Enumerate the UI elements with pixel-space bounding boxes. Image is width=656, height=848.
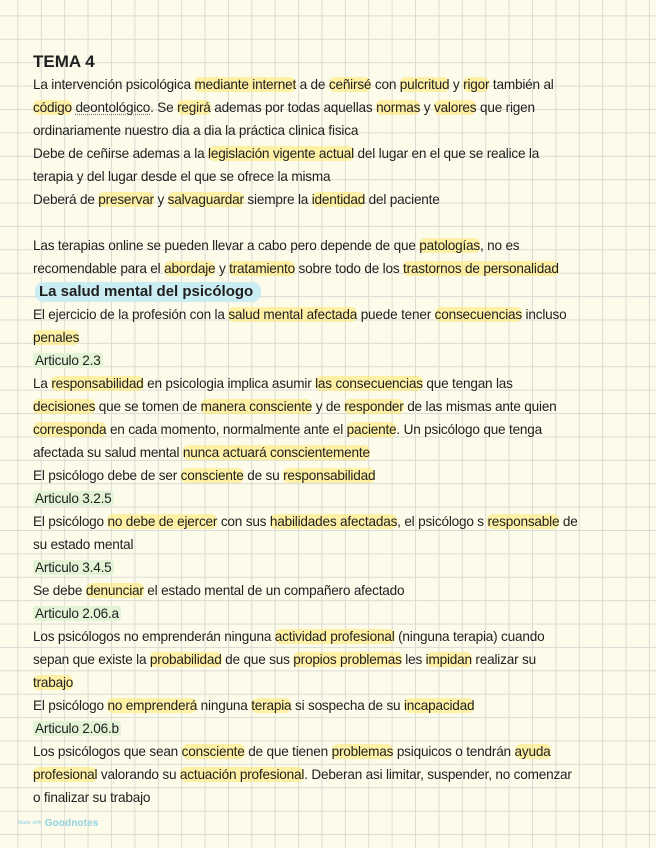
- text-line: El psicólogo debe de ser consciente de su responsabilidad: [33, 468, 376, 483]
- text-line: corresponda en cada momento, normalmente ante el paciente. Un psicólogo que tenga: [33, 422, 543, 437]
- text-line: Los psicólogos no emprenderán ninguna actividad profesional (ninguna terapia) cuando: [33, 629, 545, 644]
- text-line: ordinariamente nuestro dia a dia la práctica clinica fisica: [33, 123, 359, 138]
- text-line: La responsabilidad en psicologia implica asumir las consecuencias que tengan las: [33, 376, 513, 391]
- text-line: Los psicólogos que sean consciente de que tienen problemas psiquicos o tendrán ayuda: [33, 744, 551, 759]
- text-line: La intervención psicológica mediante internet a de ceñirsé con pulcritud y rigor también al: [33, 77, 554, 92]
- article-label: Articulo 3.4.5: [35, 560, 112, 575]
- text-line: penales: [33, 330, 80, 345]
- goodnotes-watermark: Made with Goodnotes: [18, 818, 99, 829]
- text-line: El psicólogo no emprenderá ninguna terapia si sospecha de su incapacidad: [33, 698, 475, 713]
- text-line: profesional valorando su actuación profesional. Deberan asi limitar, suspender, no comenzar: [33, 767, 572, 782]
- article-label: Articulo 2.3: [35, 353, 101, 368]
- text-line: Debe de ceñirse ademas a la legislación vigente actual del lugar en el que se realice la: [33, 146, 540, 161]
- text-line: o finalizar su trabajo: [33, 790, 151, 805]
- article-label: Articulo 2.06.a: [35, 606, 119, 621]
- text-line: El psicólogo no debe de ejercer con sus habilidades afectadas, el psicólogo s responsable de: [33, 514, 578, 529]
- text-line: sepan que existe la probabilidad de que sus propios problemas les impidan realizar su: [33, 652, 536, 667]
- text-line: afectada su salud mental nunca actuará conscientemente: [33, 445, 370, 460]
- text-line: Deberá de preservar y salvaguardar siempre la identidad del paciente: [33, 192, 440, 207]
- article-label: Articulo 3.2.5: [35, 491, 112, 506]
- text-line: trabajo: [33, 675, 74, 690]
- text-line: su estado mental: [33, 537, 134, 552]
- text-line: código deontológico. Se regirá ademas por todas aquellas normas y valores que rigen: [33, 100, 535, 115]
- text-line: El ejercicio de la profesión con la salud mental afectada puede tener consecuencias incluso: [33, 307, 567, 322]
- note-page: [33, 50, 633, 809]
- text-line: terapia y del lugar desde el que se ofrece la misma: [33, 169, 331, 184]
- text-line: recomendable para el abordaje y tratamiento sobre todo de los trastornos de personalidad: [33, 261, 559, 276]
- blank-line: [33, 211, 633, 234]
- page-title: TEMA 4: [33, 52, 95, 71]
- text-line: Las terapias online se pueden llevar a cabo pero depende de que patologías, no es: [33, 238, 520, 253]
- text-line: Se debe denunciar el estado mental de un compañero afectado: [33, 583, 405, 598]
- article-label: Articulo 2.06.b: [35, 721, 119, 736]
- section-heading: La salud mental del psicólogo: [33, 280, 633, 303]
- text-line: decisiones que se tomen de manera consciente y de responder de las mismas ante quien: [33, 399, 557, 414]
